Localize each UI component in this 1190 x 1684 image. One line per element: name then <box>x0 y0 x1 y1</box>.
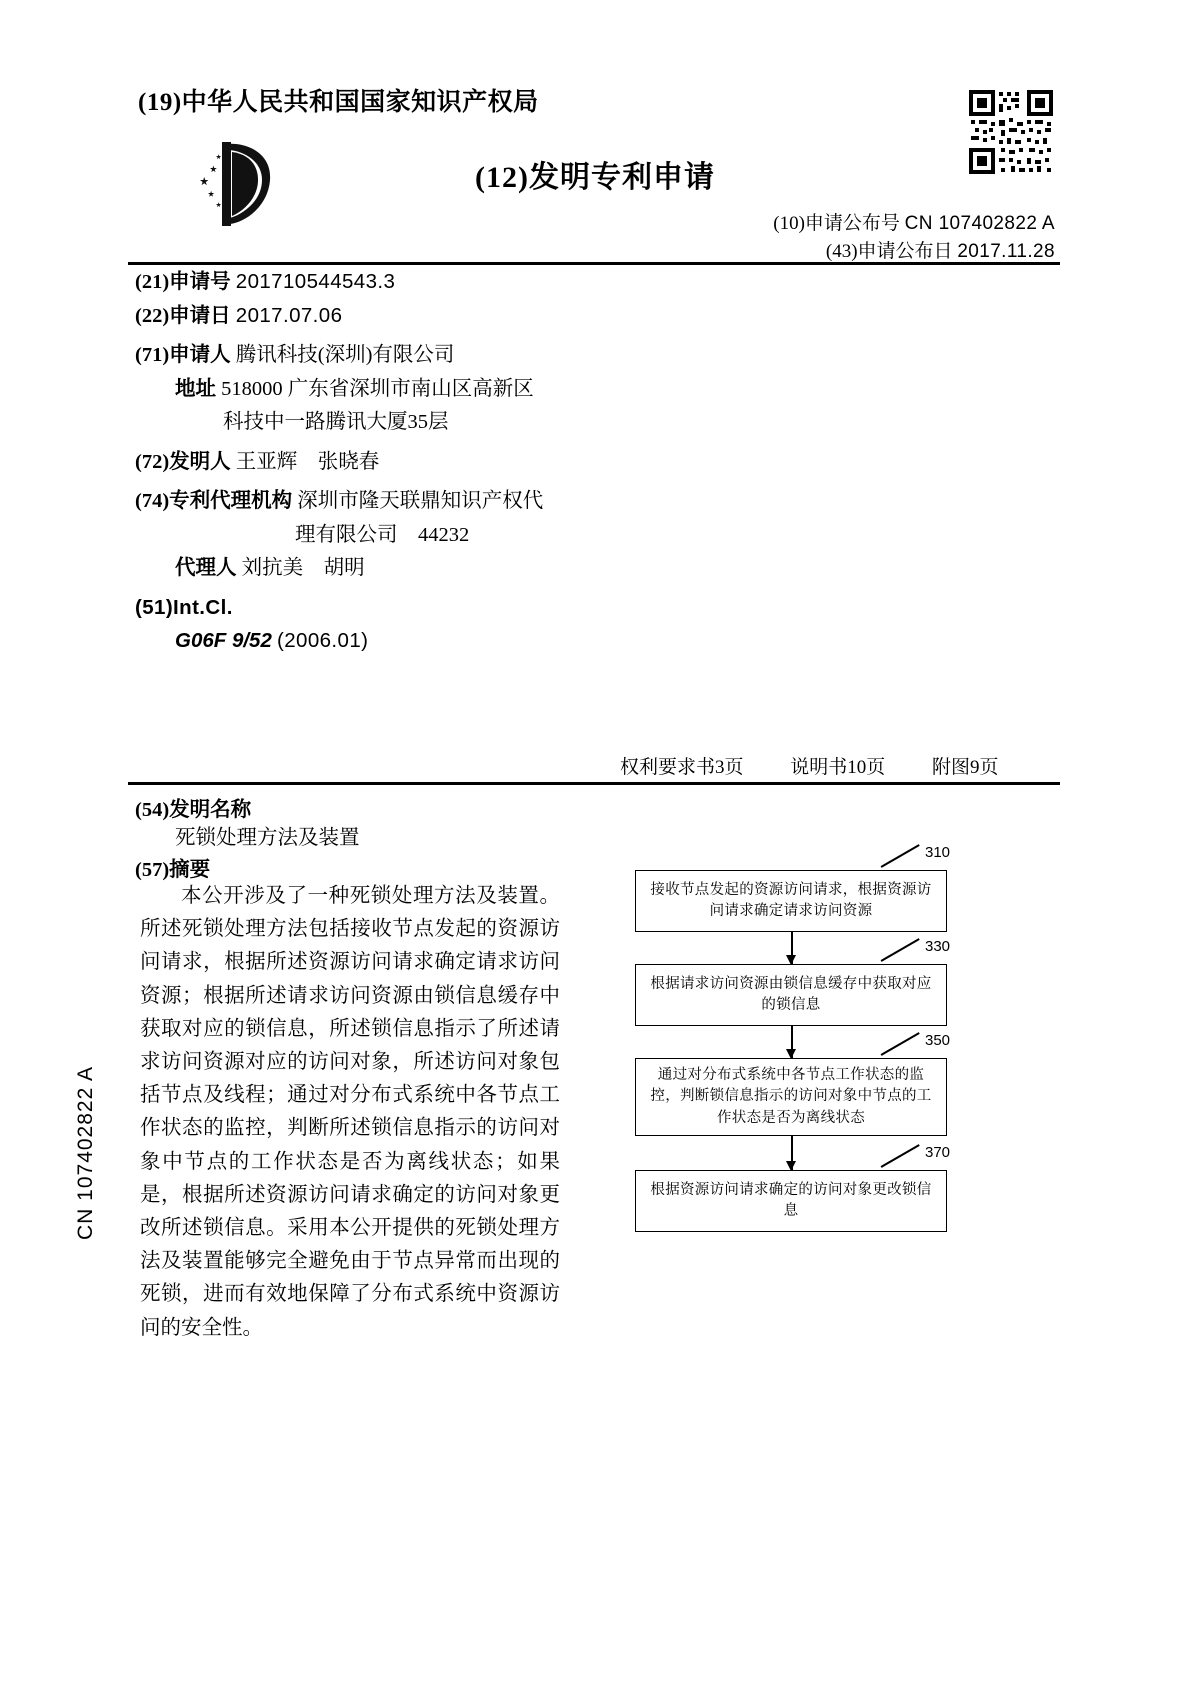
claims-pages: 权利要求书3页 <box>620 757 744 778</box>
publication-number-label: (10)申请公布号 <box>773 213 900 234</box>
address-line-1: 518000 广东省深圳市南山区高新区 <box>221 377 534 400</box>
flow-leader-370 <box>881 1144 920 1167</box>
inventor-label: (72)发明人 <box>135 450 231 473</box>
agent-row <box>135 558 735 579</box>
flow-leader-330 <box>881 938 920 961</box>
publication-number-value: CN 107402822 A <box>904 213 1055 234</box>
ipc-code-row <box>135 631 735 652</box>
flow-ref-350: 350 <box>925 1032 951 1049</box>
application-number-value: 201710544543.3 <box>235 270 396 293</box>
flow-step-370 <box>635 1170 947 1232</box>
abstract-flowchart <box>625 844 955 1272</box>
flow-step-310-text: 接收节点发起的资源访问请求，根据资源访问请求确定请求访问资源 <box>650 881 932 919</box>
publication-date <box>826 236 1055 263</box>
agency-value-2: 理有限公司 44232 <box>295 523 470 546</box>
abstract-text: 本公开涉及了一种死锁处理方法及装置。所述死锁处理方法包括接收节点发起的资源访问请求，根据所述资源访问请求确定请求访问资源；根据所述请求访问资源由锁信息缓存中获取对应的锁信息，所述锁信息指示了所述请求访问资源对应的访问对象，所述访问对象包括节点及线程；通过对分布式系统中各节点工作状态的监控，判断所述锁信息指示的访问对象中节点的工作状态是否为离线状态；如果是，根据所述资源访问请求确定的访问对象更改所述锁信息。采用本公开提供的死锁处理方法及装置能够完全避免由于节点异常而出现的死锁，进而有效地保障了分布式系统中资源访问的安全性。 <box>140 885 560 1339</box>
flow-leader-350 <box>881 1032 920 1055</box>
document-type-title: (12)发明专利申请 <box>475 161 715 194</box>
flow-arrow-3 <box>791 1136 793 1170</box>
header-divider <box>128 262 1060 265</box>
publication-date-label: (43)申请公布日 <box>825 241 953 262</box>
invention-name-label: (54)发明名称 <box>135 799 252 821</box>
agent-label: 代理人 <box>175 557 237 579</box>
applicant-row <box>135 345 735 366</box>
application-number-row <box>135 272 735 293</box>
inventor-row <box>135 452 735 473</box>
applicant-label: (71)申请人 <box>135 344 231 366</box>
application-date-row <box>135 303 735 327</box>
bibliographic-data <box>135 272 735 665</box>
address-label: 地址 <box>175 377 216 400</box>
abstract-label: (57)摘要 <box>135 859 211 881</box>
applicant-value: 腾讯科技(深圳)有限公司 <box>235 344 455 366</box>
side-publication-code: CN 107402822 A <box>74 1066 97 1240</box>
ipc-label: (51)Int.Cl. <box>135 595 233 619</box>
description-pages: 说明书10页 <box>790 757 886 778</box>
drawings-pages: 附图9页 <box>932 757 999 778</box>
page-counts <box>620 752 1041 779</box>
address-row <box>135 379 735 400</box>
flow-ref-310: 310 <box>925 844 951 861</box>
flow-ref-370: 370 <box>925 1144 951 1161</box>
flow-step-310 <box>635 870 947 932</box>
flow-step-370-text: 根据资源访问请求确定的访问对象更改锁信息 <box>650 1181 932 1219</box>
issuing-office: (19)中华人民共和国国家知识产权局 <box>138 89 539 116</box>
flow-step-350-text: 通过对分布式系统中各节点工作状态的监控，判断锁信息指示的访问对象中节点的工作状态是否为离线状态 <box>650 1067 932 1126</box>
application-number-label: (21)申请号 <box>135 271 231 293</box>
abstract-divider <box>128 782 1060 785</box>
address-line-2: 科技中一路腾讯大厦35层 <box>223 411 449 433</box>
inventor-value: 王亚辉 张晓春 <box>235 450 380 473</box>
ipc-row <box>135 595 735 619</box>
flow-step-350 <box>635 1058 947 1136</box>
flow-arrow-1 <box>791 932 793 964</box>
ipc-edition: (2006.01) <box>277 629 369 652</box>
publication-date-value: 2017.11.28 <box>957 241 1055 262</box>
invention-name-value: 死锁处理方法及装置 <box>175 827 360 849</box>
publication-number <box>773 208 1055 235</box>
application-date-label: (22)申请日 <box>135 304 231 327</box>
address-row-2 <box>135 412 735 433</box>
agent-value: 刘抗美 胡明 <box>241 557 365 579</box>
agency-label: (74)专利代理机构 <box>135 490 293 512</box>
application-date-value: 2017.07.06 <box>235 303 343 327</box>
flow-ref-330: 330 <box>925 938 951 955</box>
flow-step-330 <box>635 964 947 1026</box>
flow-leader-310 <box>881 844 920 867</box>
agency-value: 深圳市隆天联鼎知识产权代 <box>297 490 544 512</box>
agency-row-2 <box>135 525 735 546</box>
flow-step-330-text: 根据请求访问资源由锁信息缓存中获取对应的锁信息 <box>650 975 932 1013</box>
ipc-code: G06F 9/52 <box>175 629 272 652</box>
qr-code-icon <box>967 88 1055 176</box>
flow-arrow-2 <box>791 1026 793 1058</box>
agency-row <box>135 491 735 512</box>
